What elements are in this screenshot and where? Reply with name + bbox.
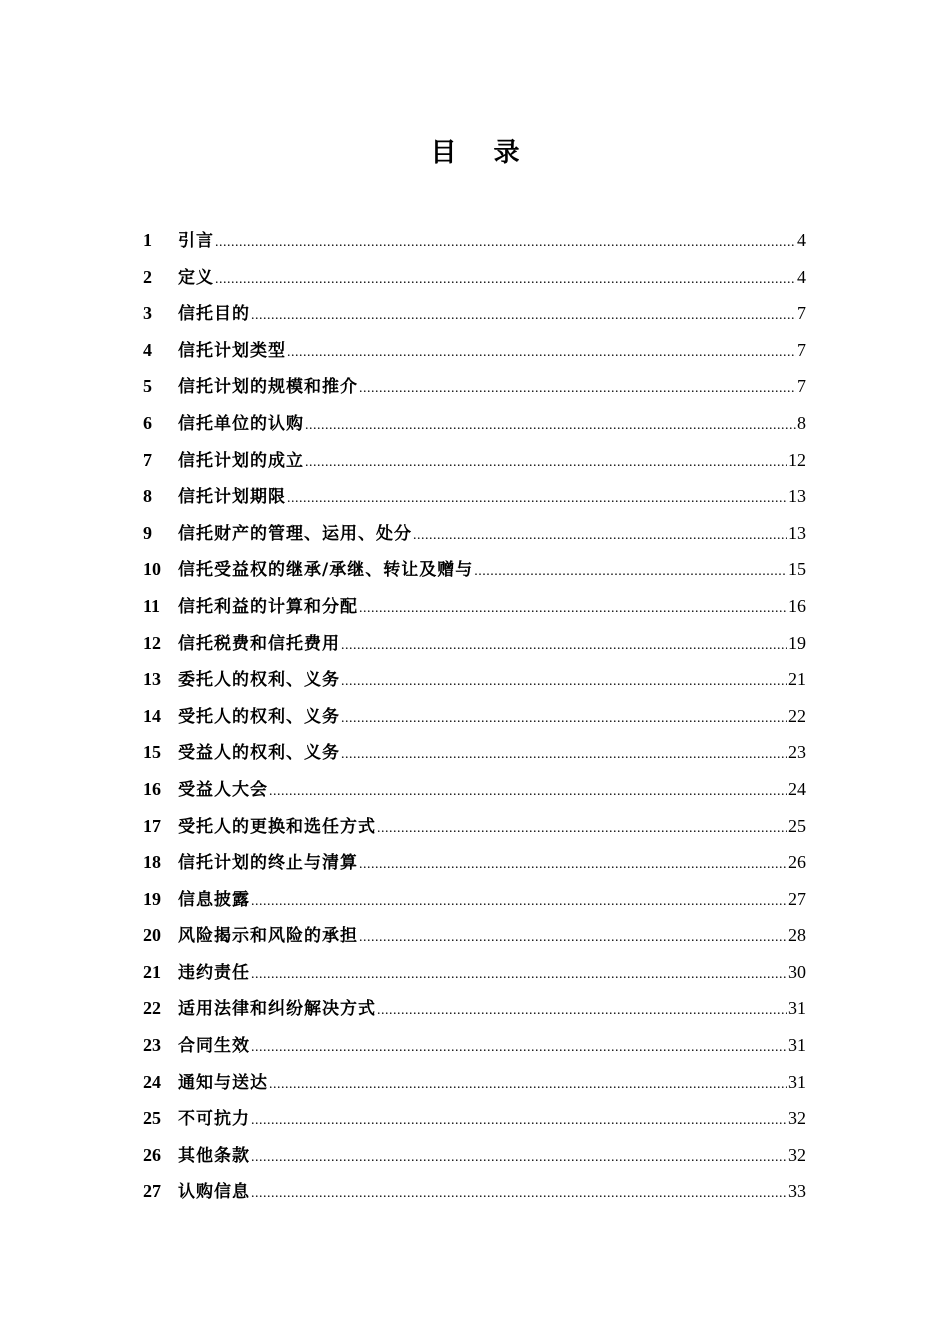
toc-entry-page: 31 [788, 998, 806, 1019]
toc-entry[interactable] [143, 881, 806, 918]
toc-entry-title: 信托受益权的继承/承继、转让及赠与 [178, 560, 474, 581]
toc-dot-leader [474, 554, 787, 591]
toc-entry-title: 其他条款 [178, 1145, 250, 1166]
toc-entry[interactable] [143, 405, 806, 442]
toc-entry-title: 受托人的权利、义务 [178, 706, 340, 727]
toc-entry[interactable] [143, 368, 806, 405]
toc-dot-leader [251, 1176, 787, 1213]
toc-entry-page: 15 [788, 559, 806, 580]
toc-entry-number: 12 [143, 632, 161, 653]
toc-list [143, 222, 806, 1210]
toc-dot-leader [359, 847, 787, 884]
toc-entry[interactable] [143, 1027, 806, 1064]
toc-dot-leader [305, 408, 796, 445]
toc-entry-page: 32 [788, 1144, 806, 1165]
toc-entry-number: 26 [143, 1144, 161, 1165]
toc-entry-number: 24 [143, 1071, 161, 1092]
toc-entry[interactable] [143, 661, 806, 698]
toc-entry-page: 7 [797, 303, 806, 324]
toc-entry-page: 27 [788, 888, 806, 909]
toc-dot-leader [251, 957, 787, 994]
toc-entry[interactable] [143, 771, 806, 808]
toc-entry-page: 4 [797, 230, 806, 250]
toc-entry[interactable] [143, 954, 806, 991]
toc-entry[interactable] [143, 844, 806, 881]
toc-entry-title: 信托财产的管理、运用、处分 [178, 523, 412, 544]
toc-entry[interactable] [143, 588, 806, 625]
toc-entry-number: 14 [143, 705, 161, 726]
toc-entry-number: 5 [143, 376, 152, 397]
toc-entry-title: 信托单位的认购 [178, 413, 304, 434]
toc-entry-page: 16 [788, 595, 806, 616]
toc-entry[interactable] [143, 698, 806, 735]
toc-entry[interactable] [143, 1173, 806, 1210]
toc-entry-number: 8 [143, 486, 152, 507]
toc-entry-title: 合同生效 [178, 1036, 250, 1057]
toc-entry-title: 信托目的 [178, 304, 250, 325]
toc-entry-number: 10 [143, 559, 161, 580]
toc-entry-title: 受益人的权利、义务 [178, 743, 340, 764]
toc-entry[interactable] [143, 1100, 806, 1137]
toc-entry-number: 18 [143, 852, 161, 873]
toc-entry[interactable] [143, 808, 806, 845]
toc-entry[interactable] [143, 332, 806, 369]
toc-dot-leader [215, 225, 796, 262]
toc-entry[interactable] [143, 1137, 806, 1174]
toc-entry-page: 30 [788, 961, 806, 982]
toc-dot-leader [251, 1140, 787, 1177]
toc-dot-leader [377, 811, 787, 848]
toc-entry-title: 受托人的更换和选任方式 [178, 816, 376, 837]
toc-entry[interactable] [143, 222, 806, 259]
toc-entry[interactable] [143, 442, 806, 479]
toc-entry[interactable] [143, 478, 806, 515]
toc-entry-title: 委托人的权利、义务 [178, 670, 340, 691]
toc-entry-number: 2 [143, 266, 152, 287]
toc-entry-page: 24 [788, 778, 806, 799]
toc-entry-title: 定义 [178, 267, 214, 288]
toc-entry[interactable] [143, 990, 806, 1027]
toc-entry-number: 11 [143, 595, 161, 616]
toc-entry-number: 13 [143, 669, 161, 690]
toc-entry-page: 31 [788, 1035, 806, 1056]
toc-entry-page: 33 [788, 1181, 806, 1202]
toc-dot-leader [215, 262, 796, 299]
toc-entry-page: 19 [788, 632, 806, 653]
toc-entry-page: 13 [788, 486, 806, 507]
toc-entry[interactable] [143, 551, 806, 588]
toc-entry-title: 信托计划期限 [178, 487, 286, 508]
toc-dot-leader [287, 481, 787, 518]
toc-entry-title: 信托计划的终止与清算 [178, 853, 358, 874]
toc-entry-title: 信托利益的计算和分配 [178, 596, 358, 617]
toc-entry-title: 受益人大会 [178, 779, 268, 800]
toc-entry-number: 19 [143, 888, 161, 909]
toc-entry-page: 26 [788, 852, 806, 873]
toc-dot-leader [251, 1103, 787, 1140]
toc-entry[interactable] [143, 734, 806, 771]
toc-entry-title: 不可抗力 [178, 1109, 250, 1130]
toc-entry-page: 13 [788, 522, 806, 543]
toc-entry[interactable] [143, 295, 806, 332]
toc-entry-page: 4 [797, 266, 806, 287]
toc-entry-title: 信托计划类型 [178, 340, 286, 361]
toc-entry-title: 信托计划的成立 [178, 450, 304, 471]
toc-dot-leader [341, 664, 787, 701]
toc-entry-title: 违约责任 [178, 962, 250, 983]
toc-dot-leader [341, 628, 787, 665]
toc-entry-number: 21 [143, 961, 161, 982]
toc-dot-leader [269, 1067, 787, 1104]
toc-entry[interactable] [143, 625, 806, 662]
toc-dot-leader [359, 920, 787, 957]
toc-entry-number: 22 [143, 998, 161, 1019]
toc-dot-leader [413, 518, 787, 555]
toc-entry-number: 20 [143, 925, 161, 946]
toc-entry-number: 1 [143, 230, 152, 250]
toc-entry-number: 9 [143, 522, 152, 543]
toc-entry-title: 引言 [178, 231, 214, 251]
toc-entry-number: 7 [143, 449, 152, 470]
toc-entry-number: 6 [143, 412, 152, 433]
toc-entry-title: 风险揭示和风险的承担 [178, 926, 358, 947]
toc-entry-page: 32 [788, 1108, 806, 1129]
toc-dot-leader [287, 335, 796, 372]
toc-dot-leader [377, 993, 787, 1030]
toc-entry-page: 31 [788, 1071, 806, 1092]
toc-dot-leader [341, 701, 787, 738]
toc-entry-title: 信托计划的规模和推介 [178, 377, 358, 398]
toc-entry-page: 23 [788, 742, 806, 763]
toc-dot-leader [305, 445, 787, 482]
toc-entry[interactable] [143, 515, 806, 552]
toc-entry[interactable] [143, 1064, 806, 1101]
toc-entry-page: 22 [788, 705, 806, 726]
toc-entry-number: 23 [143, 1035, 161, 1056]
toc-entry-number: 25 [143, 1108, 161, 1129]
toc-entry[interactable] [143, 259, 806, 296]
toc-entry-page: 25 [788, 815, 806, 836]
toc-dot-leader [251, 1030, 787, 1067]
toc-entry-page: 8 [797, 412, 806, 433]
toc-dot-leader [251, 298, 796, 335]
toc-dot-leader [251, 884, 787, 921]
toc-entry-title: 适用法律和纠纷解决方式 [178, 999, 376, 1020]
toc-entry-title: 信托税费和信托费用 [178, 633, 340, 654]
toc-dot-leader [359, 591, 787, 628]
toc-entry-number: 3 [143, 303, 152, 324]
toc-entry-page: 12 [788, 449, 806, 470]
toc-entry-number: 17 [143, 815, 161, 836]
toc-entry-number: 16 [143, 778, 161, 799]
toc-dot-leader [341, 737, 787, 774]
toc-title: 目 录 [430, 138, 534, 168]
toc-dot-leader [269, 774, 787, 811]
toc-entry-title: 认购信息 [178, 1182, 250, 1203]
toc-entry-page: 28 [788, 925, 806, 946]
toc-dot-leader [359, 371, 796, 408]
toc-entry-number: 27 [143, 1181, 161, 1202]
toc-entry-number: 15 [143, 742, 161, 763]
toc-entry-title: 信息披露 [178, 889, 250, 910]
toc-entry-page: 21 [788, 669, 806, 690]
toc-entry-page: 7 [797, 376, 806, 397]
toc-entry[interactable] [143, 917, 806, 954]
toc-entry-title: 通知与送达 [178, 1072, 268, 1093]
toc-entry-page: 7 [797, 339, 806, 360]
toc-entry-number: 4 [143, 339, 152, 360]
